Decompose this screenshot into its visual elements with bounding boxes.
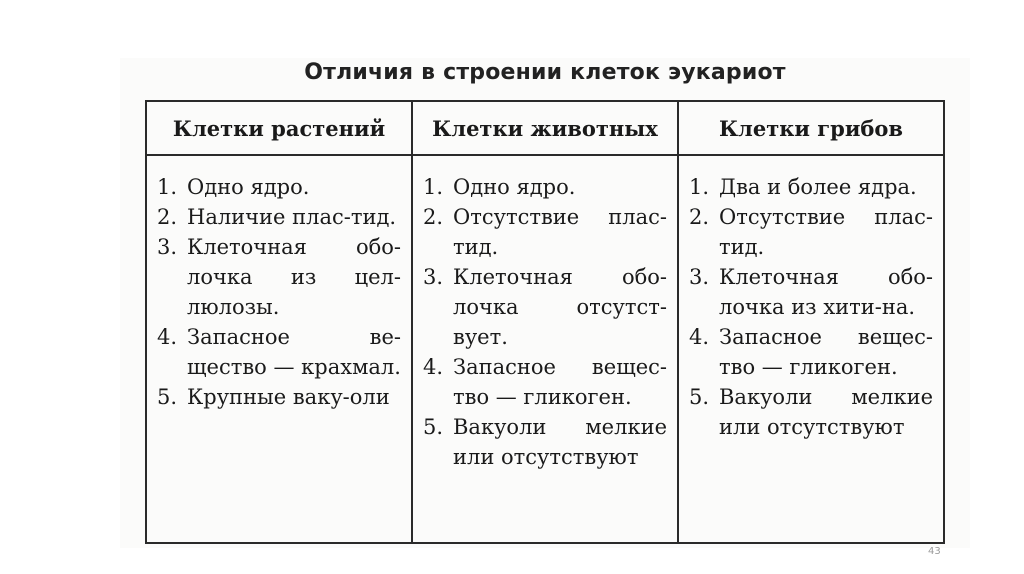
plant-cells-list: [157, 172, 401, 412]
item-number: 3.: [157, 235, 178, 259]
header-row: [146, 101, 944, 155]
header-plant-cells: Клетки растений: [146, 101, 412, 155]
item-text: Вакуоли мелкие или отсутствуют: [453, 415, 667, 469]
plant-cells-cell: [146, 155, 412, 543]
list-item: [423, 172, 667, 202]
item-text: Запасное ве-щество — крахмал.: [187, 325, 401, 379]
list-item: [423, 202, 667, 262]
animal-cells-list: [423, 172, 667, 472]
item-number: 3.: [689, 265, 710, 289]
item-text: Отсутствие плас-тид.: [719, 205, 933, 259]
item-number: 4.: [157, 325, 178, 349]
list-item: [689, 322, 933, 382]
list-item: [689, 172, 933, 202]
item-number: 4.: [423, 355, 444, 379]
fungi-cells-list: [689, 172, 933, 442]
item-text: Два и более ядра.: [719, 175, 917, 199]
item-number: 3.: [423, 265, 444, 289]
animal-cells-cell: [412, 155, 678, 543]
item-text: Крупные ваку-оли: [187, 385, 390, 409]
item-text: Клеточная обо-лочка из хити-на.: [719, 265, 933, 319]
item-number: 2.: [689, 205, 710, 229]
item-text: Одно ядро.: [187, 175, 310, 199]
item-number: 5.: [423, 415, 444, 439]
item-number: 2.: [423, 205, 444, 229]
eukaryote-comparison-table: [145, 100, 945, 544]
item-number: 1.: [157, 175, 178, 199]
list-item: [157, 232, 401, 322]
item-text: Запасное вещес-тво — гликоген.: [719, 325, 933, 379]
item-number: 1.: [423, 175, 444, 199]
list-item: [157, 382, 401, 412]
list-item: [157, 172, 401, 202]
list-item: [689, 382, 933, 442]
item-text: Запасное вещес-тво — гликоген.: [453, 355, 667, 409]
item-number: 5.: [689, 385, 710, 409]
list-item: [157, 202, 401, 232]
list-item: [689, 262, 933, 322]
item-number: 5.: [157, 385, 178, 409]
list-item: [423, 352, 667, 412]
item-text: Отсутствие плас-тид.: [453, 205, 667, 259]
item-number: 4.: [689, 325, 710, 349]
list-item: [423, 412, 667, 472]
item-text: Клеточная обо-лочка отсутст-вует.: [453, 265, 667, 349]
item-text: Клеточная обо-лочка из цел-люлозы.: [187, 235, 401, 319]
content-row: [146, 155, 944, 543]
header-fungi-cells: Клетки грибов: [678, 101, 944, 155]
item-text: Наличие плас-тид.: [187, 205, 397, 229]
table-title: Отличия в строении клеток эукариот: [304, 60, 786, 85]
item-number: 2.: [157, 205, 178, 229]
list-item: [157, 322, 401, 382]
item-text: Вакуоли мелкие или отсутствуют: [719, 385, 933, 439]
list-item: [689, 202, 933, 262]
slide-page-number: 43: [928, 546, 941, 557]
item-number: 1.: [689, 175, 710, 199]
header-animal-cells: Клетки животных: [412, 101, 678, 155]
fungi-cells-cell: [678, 155, 944, 543]
item-text: Одно ядро.: [453, 175, 576, 199]
list-item: [423, 262, 667, 352]
